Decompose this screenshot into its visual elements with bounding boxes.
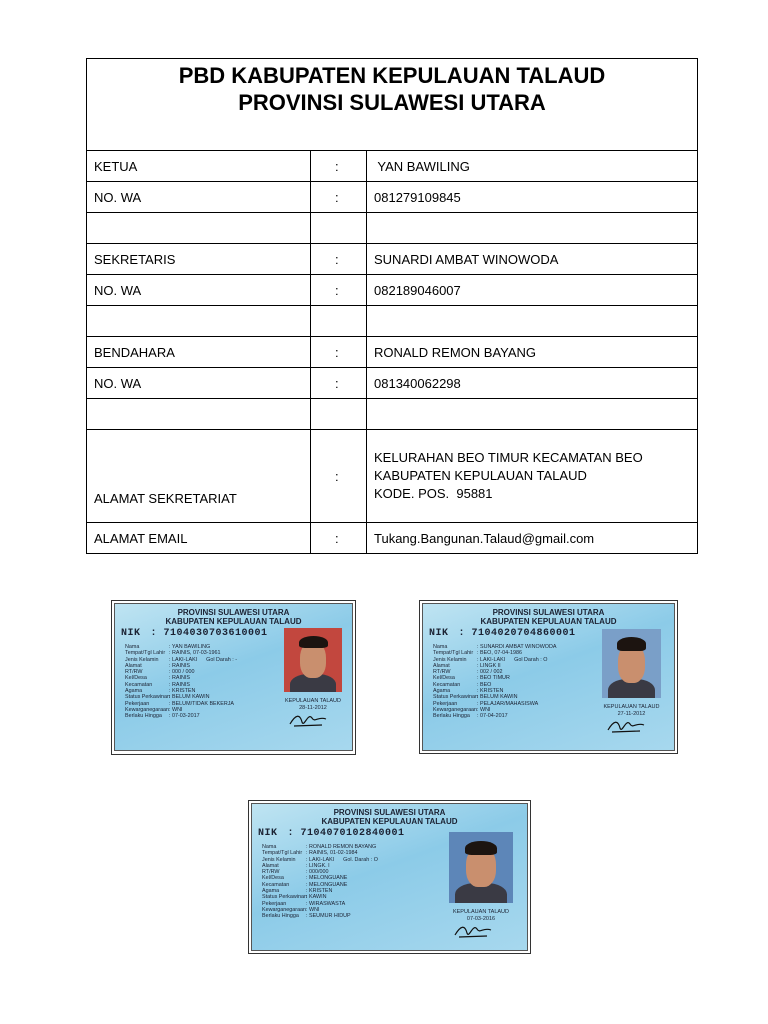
card-field-value: : BEO, 07-04-1986	[477, 650, 522, 657]
row-label: NO. WA	[87, 275, 311, 306]
card-regency: KABUPATEN KEPULAUAN TALAUD	[480, 617, 617, 626]
card-field-key: RT/RW	[262, 869, 280, 876]
row-label: NO. WA	[87, 368, 311, 399]
card-regency: KABUPATEN KEPULAUAN TALAUD	[165, 617, 302, 626]
card-field-value: : SUNARDI AMBAT WINOWODA	[477, 644, 557, 650]
card-field-value: : BELUM KAWIN	[477, 694, 518, 701]
card-nik	[429, 628, 576, 639]
card-field-key: RT/RW	[125, 669, 143, 676]
card-issue-place: KEPULAUAN TALAUD	[284, 698, 342, 704]
card-field-key: Kel/Desa	[125, 675, 147, 682]
card-field-key: Jenis Kelamin	[433, 656, 467, 663]
card-field-value: : 07-04-2017	[477, 713, 508, 720]
card-field-key: RT/RW	[433, 669, 451, 676]
card-field-key: Kel/Desa	[433, 675, 455, 682]
card-fields	[433, 644, 556, 720]
address-value	[367, 430, 698, 523]
card-field-key: Kewarganegaraan	[433, 706, 478, 713]
row-colon: :	[311, 337, 367, 368]
email-value[interactable]: Tukang.Bangunan.Talaud@gmail.com	[367, 523, 698, 554]
card-field-value: : RAINIS, 07-03-1961	[169, 650, 221, 657]
card-field-value: : RONALD REMON BAYANG	[306, 844, 377, 850]
title-line-1: PBD KABUPATEN KEPULAUAN TALAUD	[178, 63, 606, 88]
card-field-key: Pekerjaan	[125, 700, 150, 707]
card-field-key: Berlaku Hingga	[262, 913, 299, 920]
row-label: BENDAHARA	[87, 337, 311, 368]
row-value	[367, 213, 698, 244]
card-field-value: : LINGK. I	[306, 862, 330, 869]
contact-table	[86, 58, 698, 554]
card-photo	[449, 832, 513, 903]
card-header	[423, 608, 674, 626]
card-field-key: Kewarganegaraan	[262, 906, 307, 913]
card-field	[262, 913, 378, 919]
address-line-1: KELURAHAN BEO TIMUR KECAMATAN BEO	[374, 450, 643, 465]
empty-row	[87, 213, 698, 244]
row-value	[367, 306, 698, 337]
row-label	[87, 306, 311, 337]
card-field-value: : RAINIS	[169, 662, 190, 669]
card-field-key: Agama	[125, 688, 143, 695]
card-field-value: : PELAJAR/MAHASISWA	[477, 700, 539, 707]
card-issue-date: 27-11-2012	[617, 710, 646, 717]
id-card	[114, 603, 353, 751]
card-field-key: Pekerjaan	[262, 900, 287, 907]
card-field-value: : WNI	[169, 706, 183, 713]
card-header	[252, 808, 527, 826]
row-colon: :	[311, 151, 367, 182]
signature-icon	[453, 921, 493, 939]
card-field-value: : SEUMUR HIDUP	[306, 913, 351, 920]
card-field-key: Tempat/Tgl Lahir	[125, 650, 166, 657]
card-field-key: Agama	[433, 688, 451, 695]
row-label	[87, 213, 311, 244]
card-nik-label: NIK	[258, 828, 278, 839]
card-field-key: Berlaku Hingga	[433, 713, 470, 720]
row-value: 082189046007	[367, 275, 698, 306]
card-field-value: : BELUM/TIDAK BEKERJA	[169, 700, 235, 707]
card-field-value: : KRISTEN	[477, 688, 504, 695]
id-card	[422, 603, 675, 751]
row-value: SUNARDI AMBAT WINOWODA	[367, 244, 698, 275]
header-row	[87, 59, 698, 151]
card-nik	[121, 628, 268, 639]
row-colon	[311, 213, 367, 244]
signature-icon	[606, 716, 646, 734]
card-field-value: : KAWIN	[306, 894, 327, 901]
card-nik-label: NIK	[429, 628, 449, 639]
card-issue-date: 07-03-2016	[466, 915, 496, 922]
table-row	[87, 368, 698, 399]
card-province: PROVINSI SULAWESI UTARA	[333, 808, 446, 817]
row-value	[367, 399, 698, 430]
empty-row	[87, 306, 698, 337]
card-field-key: Alamat	[262, 862, 279, 869]
card-field	[433, 713, 556, 719]
table-row	[87, 182, 698, 213]
address-line-3: KODE. POS. 95881	[374, 486, 493, 501]
card-fields	[262, 844, 378, 920]
card-field-value: : MELONGUANE	[306, 875, 348, 882]
card-field-key: Nama	[262, 844, 277, 850]
card-field-key: Kel/Desa	[262, 875, 284, 882]
card-field-value: : LAKI-LAKI Gol Darah : O	[477, 656, 548, 663]
card-field-value: : YAN BAWILING	[169, 644, 211, 650]
card-field-value: : LAKI-LAKI Gol Darah : -	[169, 656, 238, 663]
row-value: RONALD REMON BAYANG	[367, 337, 698, 368]
card-field-key: Status Perkawinan	[262, 894, 307, 901]
card-field-key: Kecamatan	[262, 881, 290, 888]
card-field-key: Tempat/Tgl Lahir	[262, 850, 303, 857]
empty-row	[87, 399, 698, 430]
card-field-key: Kecamatan	[433, 681, 461, 688]
card-field-key: Kecamatan	[125, 681, 153, 688]
email-row	[87, 523, 698, 554]
id-card	[251, 803, 528, 951]
address-row	[87, 430, 698, 523]
card-issue-date: 28-11-2012	[299, 704, 327, 711]
card-field-value: : LAKI-LAKI Gol. Darah : O	[306, 856, 378, 863]
card-field-key: Status Perkawinan	[125, 694, 170, 701]
card-field-key: Kewarganegaraan	[125, 706, 170, 713]
email-label: ALAMAT EMAIL	[87, 523, 311, 554]
card-nik	[258, 828, 405, 839]
row-value: 081340062298	[367, 368, 698, 399]
table-row	[87, 244, 698, 275]
card-field-value: : WNI	[306, 906, 320, 913]
row-colon	[311, 306, 367, 337]
row-colon: :	[311, 182, 367, 213]
card-photo	[284, 628, 342, 692]
card-field-value: : WNI	[477, 706, 491, 713]
card-field-key: Berlaku Hingga	[125, 713, 162, 720]
card-field-key: Pekerjaan	[433, 700, 458, 707]
row-colon: :	[311, 244, 367, 275]
card-field-value: : RAINIS	[169, 675, 190, 682]
card-header	[115, 608, 352, 626]
card-field-key: Tempat/Tgl Lahir	[433, 650, 474, 657]
card-field-value: : MELONGUANE	[306, 881, 348, 888]
table-row	[87, 275, 698, 306]
card-field-value: : 000 / 000	[169, 669, 195, 676]
card-field-key: Jenis Kelamin	[262, 856, 296, 863]
row-colon: :	[311, 275, 367, 306]
card-field-value: : RAINIS	[169, 681, 190, 688]
table-row	[87, 337, 698, 368]
card-field-value: : RAINIS, 01-02-1984	[306, 850, 358, 857]
card-regency: KABUPATEN KEPULAUAN TALAUD	[321, 817, 458, 826]
card-nik-value: : 7104030703610001	[150, 628, 268, 639]
email-colon: :	[311, 523, 367, 554]
card-field-key: Agama	[262, 888, 280, 895]
table-row	[87, 151, 698, 182]
row-label: SEKRETARIS	[87, 244, 311, 275]
address-colon: :	[311, 430, 367, 523]
card-field-value: : KRISTEN	[306, 888, 333, 895]
card-issue-place: KEPULAUAN TALAUD	[452, 909, 510, 915]
title-cell	[87, 59, 698, 151]
card-field-key: Alamat	[125, 662, 142, 669]
card-field-value: : BEO	[477, 681, 492, 688]
card-field-key: Nama	[433, 644, 448, 650]
card-nik-value: : 7104070102840001	[287, 828, 405, 839]
card-field-value: : BELUM KAWIN	[169, 694, 210, 701]
row-label	[87, 399, 311, 430]
card-province: PROVINSI SULAWESI UTARA	[177, 608, 290, 617]
row-label: NO. WA	[87, 182, 311, 213]
card-fields	[125, 644, 237, 720]
card-field-key: Jenis Kelamin	[125, 656, 159, 663]
card-province: PROVINSI SULAWESI UTARA	[492, 608, 605, 617]
card-field-key: Alamat	[433, 662, 450, 669]
card-issue-place: KEPULAUAN TALAUD	[603, 704, 660, 710]
card-field-value: : LINGK II	[477, 662, 501, 669]
row-label: KETUA	[87, 151, 311, 182]
card-field-value: : 002 / 002	[477, 669, 503, 676]
card-nik-value: : 7104020704860001	[458, 628, 576, 639]
card-nik-label: NIK	[121, 628, 141, 639]
row-colon: :	[311, 368, 367, 399]
signature-icon	[288, 710, 328, 728]
card-field-value: : KRISTEN	[169, 688, 196, 695]
card-field-value: : 07-03-2017	[169, 713, 200, 720]
row-value: 081279109845	[367, 182, 698, 213]
card-photo	[602, 629, 661, 698]
card-field	[125, 713, 237, 719]
card-field-value: : BEO TIMUR	[477, 675, 510, 682]
title-line-2: PROVINSI SULAWESI UTARA	[238, 90, 546, 115]
card-field-value: : WIRASWASTA	[306, 900, 346, 907]
card-field-key: Nama	[125, 644, 140, 650]
card-field-value: : 000/000	[306, 869, 329, 876]
row-value: YAN BAWILING	[367, 151, 698, 182]
row-colon	[311, 399, 367, 430]
address-line-2: KABUPATEN KEPULAUAN TALAUD	[374, 468, 587, 483]
card-field-key: Status Perkawinan	[433, 694, 478, 701]
address-label: ALAMAT SEKRETARIAT	[87, 430, 311, 523]
